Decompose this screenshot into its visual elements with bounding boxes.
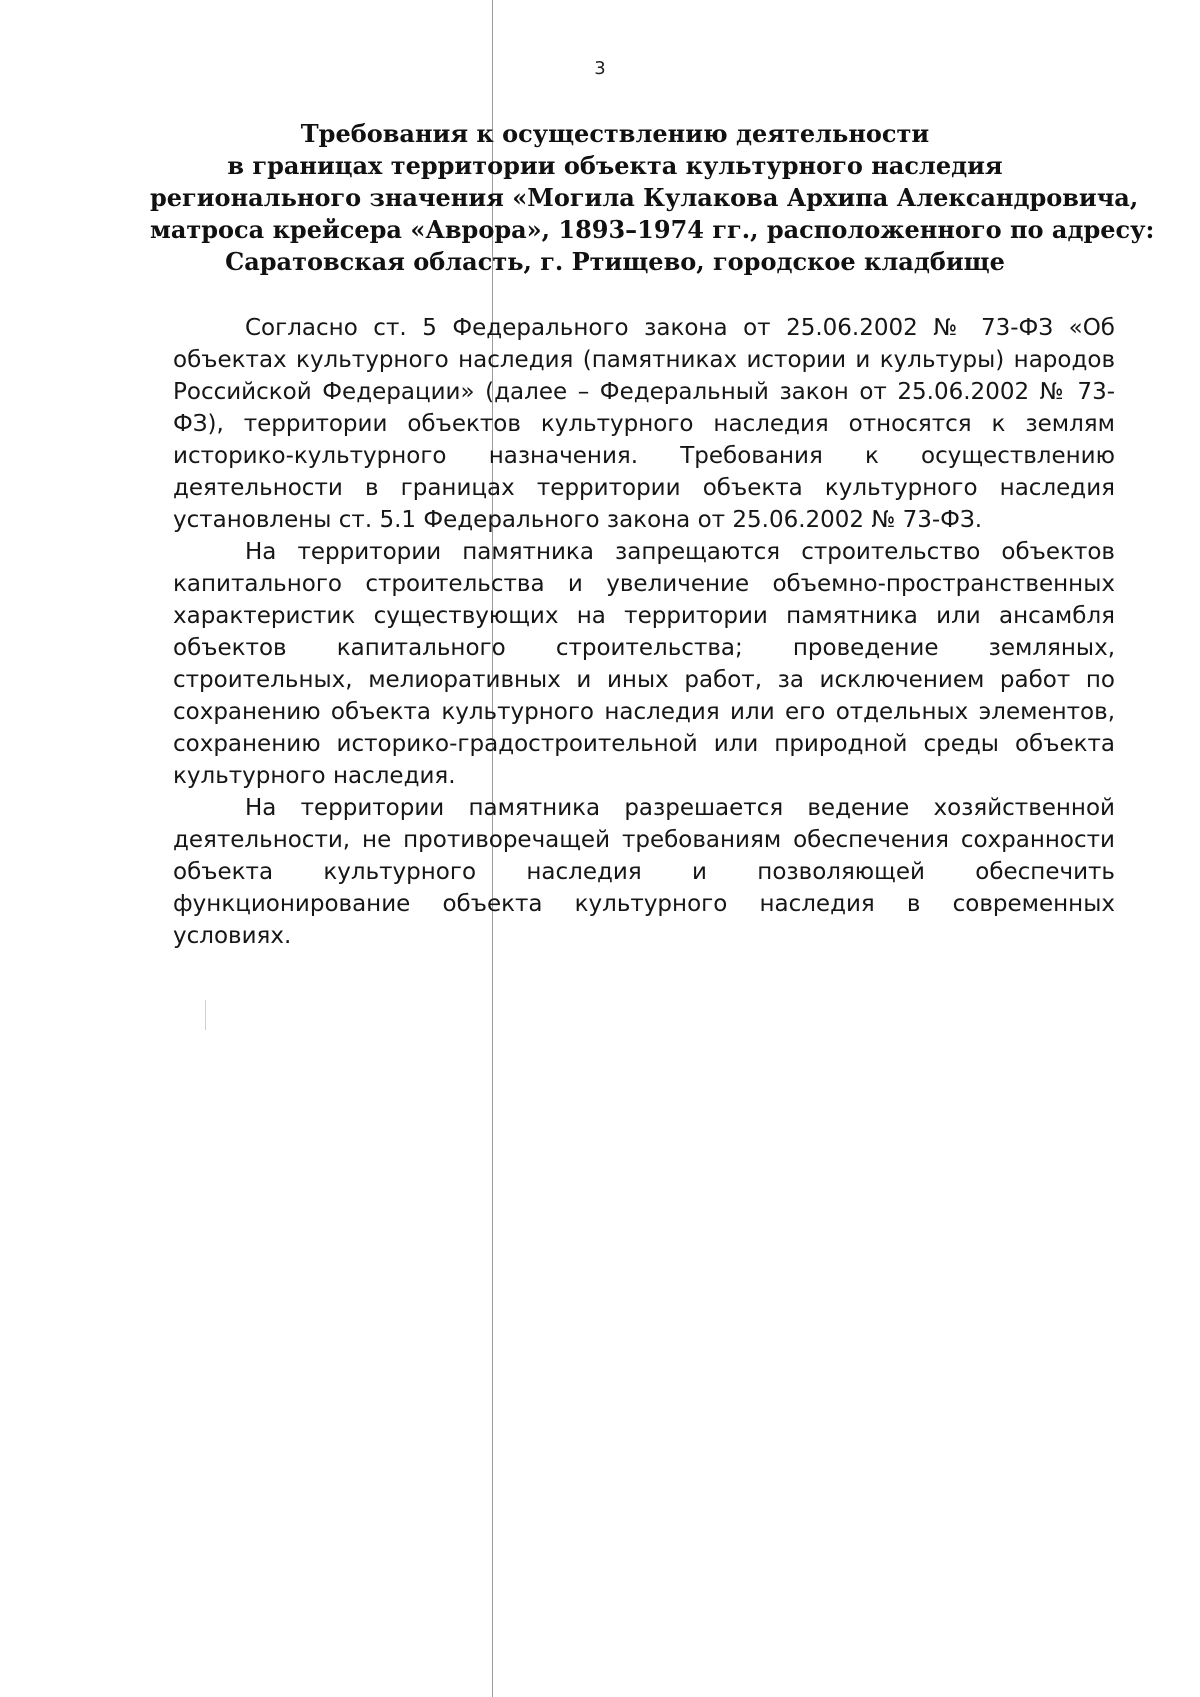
paragraph-prohibitions: На территории памятника запрещаются строительство объектов капитального строительства и увеличение объемно-пространственных характеристик существующих на территории памятника или ансамбля объектов капитального строительства; проведение земляных, строительных, мелиоративных и иных работ, за исключением работ по сохранению объекта культурного наследия или его отдельных элементов, сохранению историко-градостроительной или природной среды объекта культурного наследия. [173, 539, 1115, 789]
title-line: Требования к осуществлению деятельности [300, 119, 930, 148]
title-line: регионального значения «Могила Кулакова Архипа Александровича, [150, 183, 1139, 212]
title-line: Саратовская область, г. Ртищево, городское кладбище [225, 247, 1005, 276]
title-line: в границах территории объекта культурного наследия [227, 151, 1003, 180]
paragraph-legal-basis: Согласно ст. 5 Федерального закона от 25.06.2002 № 73-ФЗ «Об объектах культурного наследия (памятниках истории и культуры) народов Российской Федерации» (далее – Федеральный закон от 25.06.2002 № 73-ФЗ), территории объектов культурного наследия относятся к землям историко-культурного назначения. Требования к осуществлению деятельности в границах территории объекта культурного наследия установлены ст. 5.1 Федерального закона от 25.06.2002 № 73-ФЗ. [173, 315, 1115, 533]
scan-artifact [205, 1000, 206, 1030]
document-title [150, 118, 1155, 278]
document-body [173, 312, 1115, 952]
paragraph-permissions: На территории памятника разрешается ведение хозяйственной деятельности, не противоречащей требованиям обеспечения сохранности объекта культурного наследия и позволяющей обеспечить функционирование объекта культурного наследия в современных условиях. [173, 795, 1115, 949]
page-number: 3 [594, 58, 606, 79]
title-line: матроса крейсера «Аврора», 1893–1974 гг., расположенного по адресу: [150, 215, 1155, 244]
